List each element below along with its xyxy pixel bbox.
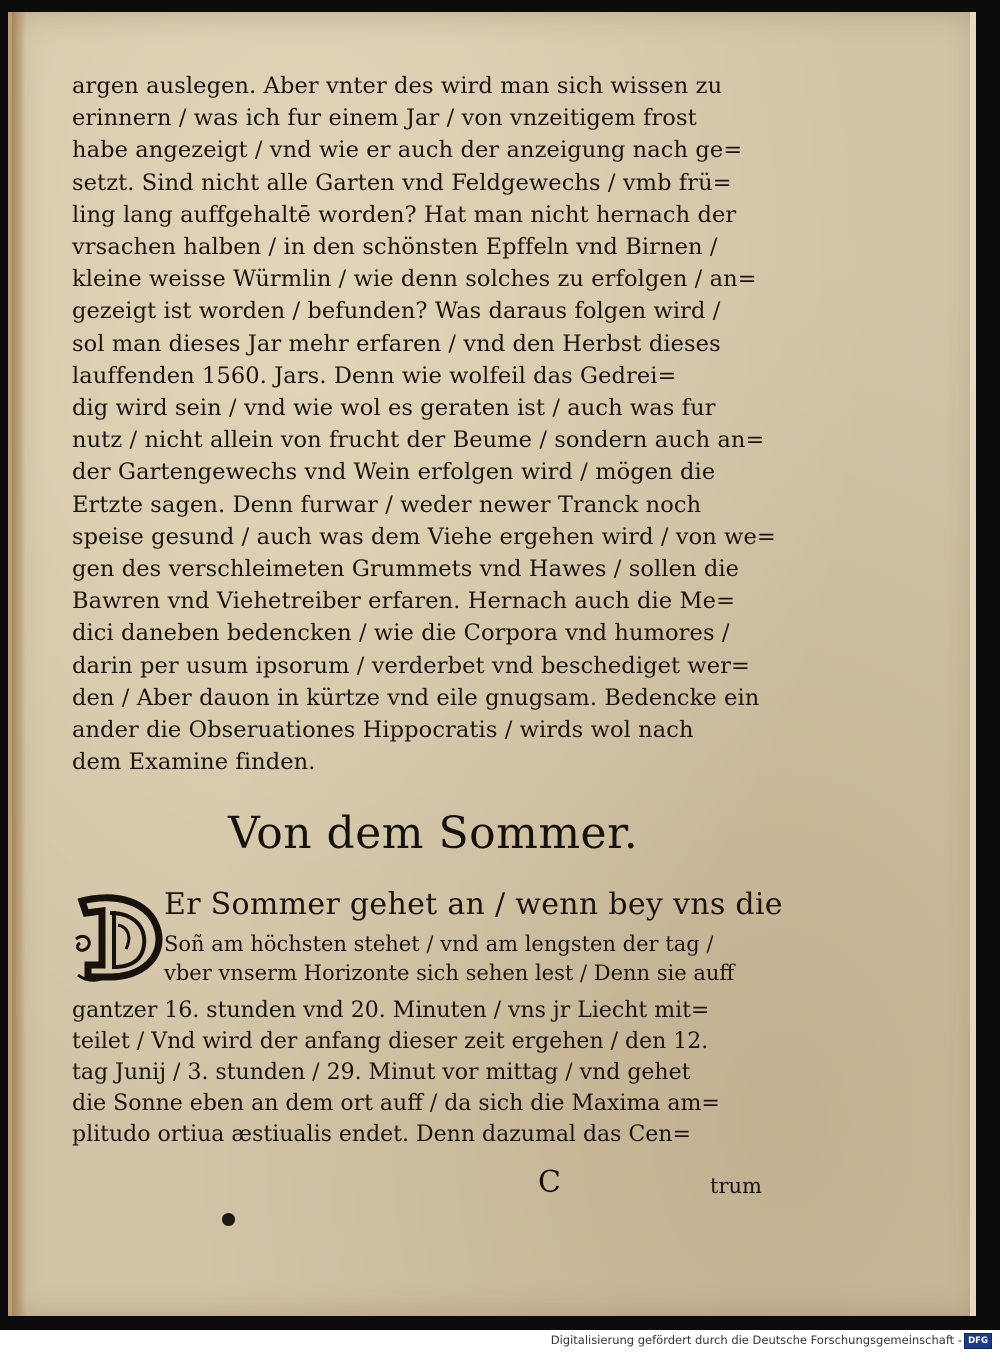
text-line: dem Examine finden. — [72, 749, 316, 776]
text-line: setzt. Sind nicht alle Garten vnd Feldgewechs / vmb frü= — [72, 169, 732, 196]
text-line: plitudo ortiua æstiualis endet. Denn dazumal das Cen= — [72, 1122, 691, 1147]
text-line: tag Junij / 3. stunden / 29. Minut vor mittag / vnd gehet — [72, 1060, 691, 1085]
decorated-initial-d-icon — [72, 891, 167, 983]
text-line: nutz / nicht allein von frucht der Beume / sondern auch an= — [72, 427, 765, 454]
text-line: erinnern / was ich fur einem Jar / von vnzeitigem frost — [72, 105, 697, 132]
dfg-logo-icon[interactable]: DFG — [964, 1333, 992, 1349]
text-line: Bawren vnd Viehetreiber erfaren. Hernach auch die Me= — [72, 588, 736, 615]
text-line: gen des verschleimeten Grummets vnd Hawes / sollen die — [72, 556, 740, 583]
text-line: ling lang auffgehaltē worden? Hat man nicht hernach der — [72, 201, 737, 228]
text-line: teilet / Vnd wird der anfang dieser zeit ergehen / den 12. — [72, 1029, 709, 1054]
text-line: vrsachen halben / in den schönsten Epffeln vnd Birnen / — [72, 234, 718, 261]
text-line: dig wird sein / vnd wie wol es geraten ist / auch was fur — [72, 395, 716, 422]
text-line: gezeigt ist worden / befunden? Was daraus folgen wird / — [72, 298, 721, 325]
text-line: den / Aber dauon in kürtze vnd eile gnugsam. Bedencke ein — [72, 684, 760, 711]
text-line: dici daneben bedencken / wie die Corpora vnd humores / — [72, 620, 730, 647]
text-line: ander die Obseruationes Hippocratis / wirds wol nach — [72, 717, 694, 744]
digitization-footer — [0, 1330, 1000, 1353]
text-line: Soñ am höchsten stehet / vnd am lengsten der tag / — [164, 932, 714, 956]
text-line: argen auslegen. Aber vnter des wird man sich wissen zu — [72, 73, 723, 99]
text-line: sol man dieses Jar mehr erfaren / vnd den Herbst dieses — [72, 330, 721, 357]
page-gutter-shadow — [12, 12, 26, 1316]
paragraph-text — [72, 70, 792, 778]
text-line: darin per usum ipsorum / verderbet vnd beschediget wer= — [72, 652, 751, 679]
text-line: kleine weisse Würmlin / wie denn solches zu erfolgen / an= — [72, 266, 757, 293]
text-line: Ertzte sagen. Denn furwar / weder newer Tranck noch — [72, 491, 702, 518]
section-heading: Von dem Sommer. — [228, 808, 639, 859]
text-line: gantzer 16. stunden vnd 20. Minuten / vns jr Liecht mit= — [72, 998, 710, 1023]
section-first-line: Er Sommer gehet an / wenn bey vns die — [164, 887, 783, 922]
text-line: die Sonne eben an dem ort auff / da sich die Maxima am= — [72, 1091, 720, 1116]
page-edge — [970, 12, 976, 1316]
text-line: habe angezeigt / vnd wie er auch der anzeigung nach ge= — [72, 137, 743, 164]
text-line: der Gartengewechs vnd Wein erfolgen wird / mögen die — [72, 459, 716, 486]
text-line: speise gesund / auch was dem Viehe ergehen wird / von we= — [72, 523, 776, 550]
catchword: trum — [710, 1174, 762, 1198]
text-line: vber vnserm Horizonte sich sehen lest / Denn sie auff — [164, 961, 735, 985]
text-line: lauffenden 1560. Jars. Denn wie wolfeil das Gedrei= — [72, 362, 677, 389]
ink-dot — [222, 1213, 235, 1226]
funding-credit: Digitalisierung gefördert durch die Deutsche Forschungsgemeinschaft - — [550, 1333, 962, 1347]
signature-mark: C — [538, 1165, 561, 1200]
